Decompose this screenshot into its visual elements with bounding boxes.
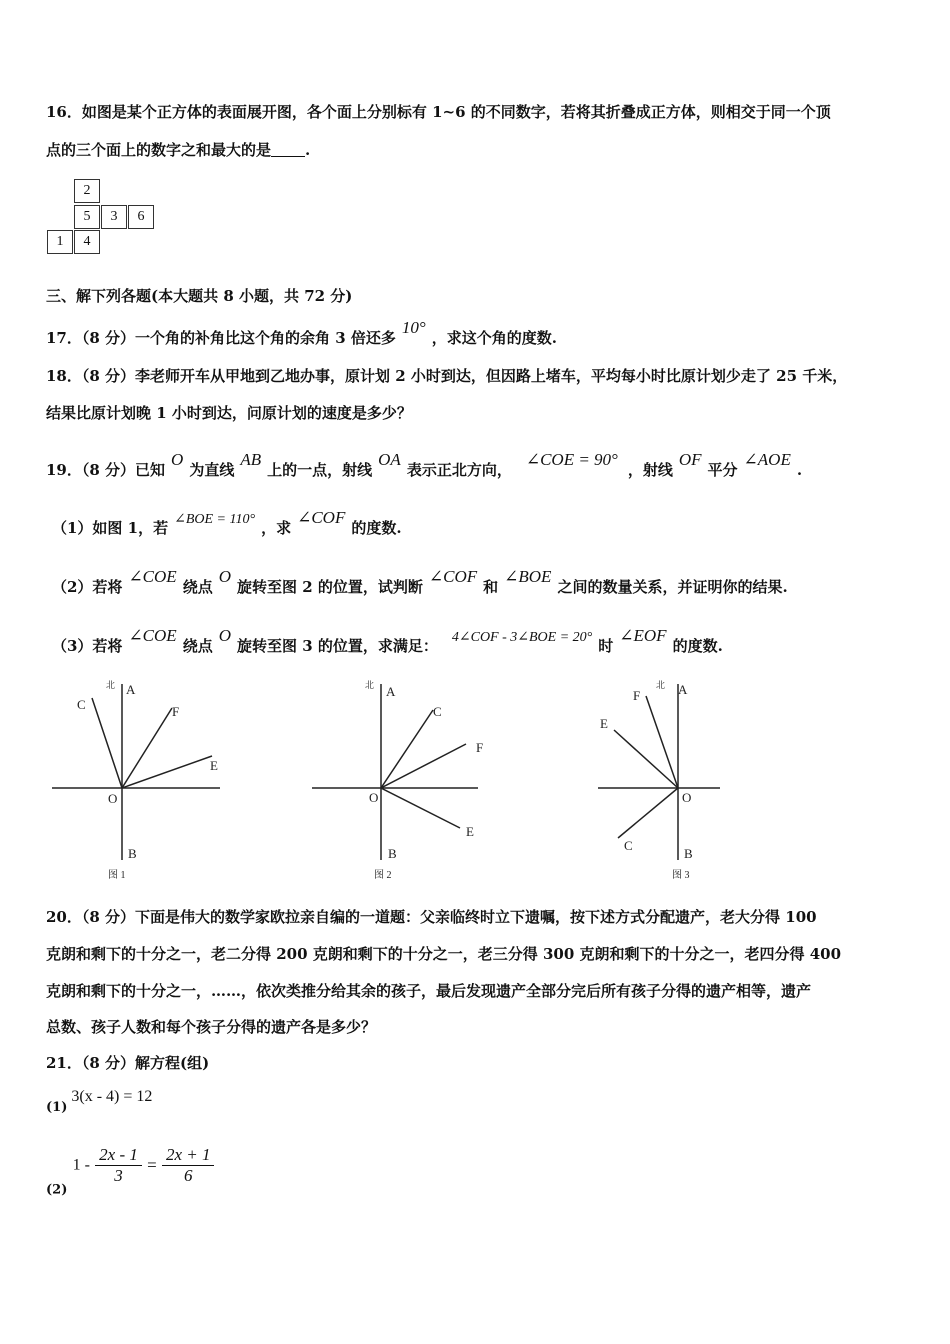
q19-p1-text: ，求 (261, 519, 292, 537)
q19-figures (0, 670, 950, 900)
q19-p1-text: （1）如图 1，若 (52, 519, 169, 537)
q21-p2-fraction-left (95, 1145, 142, 1186)
fraction-denominator: 3 (114, 1166, 123, 1185)
fig3-label-o: O (682, 790, 692, 805)
fig1-label-b: B (128, 846, 137, 861)
q21-p1-label: (1) (46, 1100, 68, 1115)
fig1-label-a: A (126, 682, 136, 697)
answer-blank[interactable] (271, 142, 305, 157)
net-cell: 6 (128, 205, 154, 229)
q20-line-2: 克朗和剩下的十分之一，老二分得 200 克朗和剩下的十分之一，老三分得 300 克朗和剩下的十分之一，老四分得 400 (46, 945, 842, 963)
q19-p2-math: ∠BOE (504, 567, 552, 586)
q19-math: ∠COE = 90° (525, 450, 618, 469)
fig2-north: 北 (365, 680, 375, 690)
fig2-label-e: E (466, 824, 474, 839)
q17-math: 10° (401, 318, 426, 337)
q19-stem (46, 450, 802, 480)
fig2-caption: 图 2 (374, 870, 392, 881)
fig1-label-c: C (77, 697, 86, 712)
q18-line-2: 结果比原计划晚 1 小时到达，问原计划的速度是多少？ (46, 404, 412, 422)
q16-line-1: 16．如图是某个正方体的表面展开图，各个面上分别标有 1~6 的不同数字，若将其折叠成正方体，则相交于同一个顶 (46, 103, 831, 121)
q19-math: ∠AOE (743, 450, 791, 469)
q20-line-1: 20．（8 分）下面是伟大的数学家欧拉亲自编的一道题：父亲临终时立下遗嘱，按下述方式分配遗产，老大分得 100 (46, 908, 817, 926)
fraction-numerator: 2x + 1 (162, 1145, 215, 1166)
q19-part-3 (52, 626, 723, 656)
net-cell: 5 (74, 205, 100, 229)
q16-line-2-end: . (305, 141, 311, 159)
q20-line-3: 克朗和剩下的十分之一，……，依次类推分给其余的孩子，最后发现遗产全部分完后所有孩子分得的遗产相等，遗产 (46, 982, 812, 1000)
q19-math: AB (240, 450, 262, 469)
q19-p3-math: 4∠COF - 3∠BOE = 20° (451, 630, 593, 645)
q21-p2-lead: 1 - (72, 1156, 90, 1174)
fraction-numerator: 2x - 1 (95, 1145, 142, 1166)
q19-p2-text: （2）若将 (52, 578, 123, 596)
q20-line-4: 总数、孩子人数和每个孩子分得的遗产各是多少？ (46, 1018, 377, 1036)
net-cell: 3 (101, 205, 127, 229)
fig3-label-f: F (633, 688, 641, 703)
fig1-label-e: E (210, 758, 218, 773)
q19-p3-text: 的度数. (672, 637, 723, 655)
q19-p3-text: 绕点 (182, 637, 213, 655)
q19-p2-text: 旋转至图 2 的位置，试判断 (236, 578, 423, 596)
fig1-ray-oc (92, 698, 122, 788)
q19-p2-text: 绕点 (182, 578, 213, 596)
net-cell: 2 (74, 179, 100, 203)
q21-p2-fraction-right (162, 1145, 215, 1186)
q19-p1-math: ∠COF (297, 508, 346, 527)
fig2-label-f: F (476, 740, 484, 755)
q19-math: OF (678, 450, 702, 469)
q19-text: 19．（8 分）已知 (46, 461, 166, 479)
fig2-label-b: B (388, 846, 397, 861)
q19-p2-text: 和 (483, 578, 499, 596)
q21-part-2 (46, 1145, 214, 1198)
q17-text: 17．（8 分）一个角的补角比这个角的余角 3 倍还多 (46, 329, 396, 347)
q19-text: 表示正北方向， (406, 461, 512, 479)
fig1-ray-oe (122, 756, 212, 788)
fig3-label-c: C (624, 838, 633, 853)
fig2-ray-oe (381, 788, 460, 828)
q21-p2-equals: = (147, 1155, 157, 1175)
fig1-label-f: F (172, 704, 180, 719)
q19-part-1 (52, 508, 402, 538)
fraction-denominator: 6 (183, 1166, 193, 1185)
fig3-ray-oc (618, 788, 678, 838)
q18-line-1: 18．（8 分）李老师开车从甲地到乙地办事，原计划 2 小时到达，但因路上堵车，平均每小时比原计划少走了 25 千米， (46, 367, 848, 385)
q19-text: 平分 (707, 461, 738, 479)
q19-text: ，射线 (627, 461, 673, 479)
q21-part-1 (46, 1086, 152, 1118)
q16-line-2-text: 点的三个面上的数字之和最大的是 (46, 141, 272, 159)
q19-p3-text: 旋转至图 3 的位置，求满足： (236, 637, 438, 655)
fig2-label-c: C (433, 704, 442, 719)
q21-p1-equation: 3(x - 4) = 12 (71, 1088, 153, 1105)
q19-text: 上的一点，射线 (267, 461, 373, 479)
q21-p2-label: (2) (46, 1182, 68, 1198)
fig3-label-e: E (600, 716, 608, 731)
q17 (46, 318, 557, 348)
section-heading: 三、解下列各题(本大题共 8 小题，共 72 分) (46, 287, 353, 305)
fig1-label-o: O (108, 791, 118, 806)
fig3-label-a: A (678, 682, 688, 697)
q19-p3-math: ∠EOF (619, 626, 667, 645)
fig2-ray-of (381, 744, 466, 788)
fig3-label-b: B (684, 846, 693, 861)
net-cell: 1 (47, 230, 73, 254)
q19-p3-text: （3）若将 (52, 637, 123, 655)
q19-p1-math: ∠BOE = 110° (174, 512, 256, 527)
fig3-north: 北 (656, 680, 666, 690)
fig1-north: 北 (106, 680, 116, 690)
q19-p2-math: O (218, 567, 231, 586)
fig1-ray-of (122, 708, 172, 788)
fig2-label-a: A (386, 684, 396, 699)
q19-p3-math: ∠COE (128, 626, 177, 645)
q19-math: O (171, 450, 184, 469)
fig3-caption: 图 3 (672, 870, 690, 881)
net-cell: 4 (74, 230, 100, 254)
q19-p2-math: ∠COF (428, 567, 478, 586)
q19-text: . (796, 461, 803, 479)
q16-line-2 (46, 140, 310, 160)
q21-title: 21．（8 分）解方程(组) (46, 1054, 210, 1072)
q19-text: 为直线 (189, 461, 235, 479)
q19-p3-text: 时 (598, 637, 614, 655)
q19-math: OA (378, 450, 401, 469)
q19-p2-text: 之间的数量关系，并证明你的结果. (557, 578, 788, 596)
q19-p2-math: ∠COE (128, 567, 177, 586)
q19-p1-text: 的度数. (351, 519, 402, 537)
fig2-ray-oc (381, 710, 433, 788)
q17-text-end: ，求这个角的度数. (431, 329, 557, 347)
fig1-caption: 图 1 (108, 870, 126, 881)
q19-part-2 (52, 567, 788, 597)
fig2-label-o: O (369, 790, 379, 805)
q19-p3-math: O (218, 626, 231, 645)
